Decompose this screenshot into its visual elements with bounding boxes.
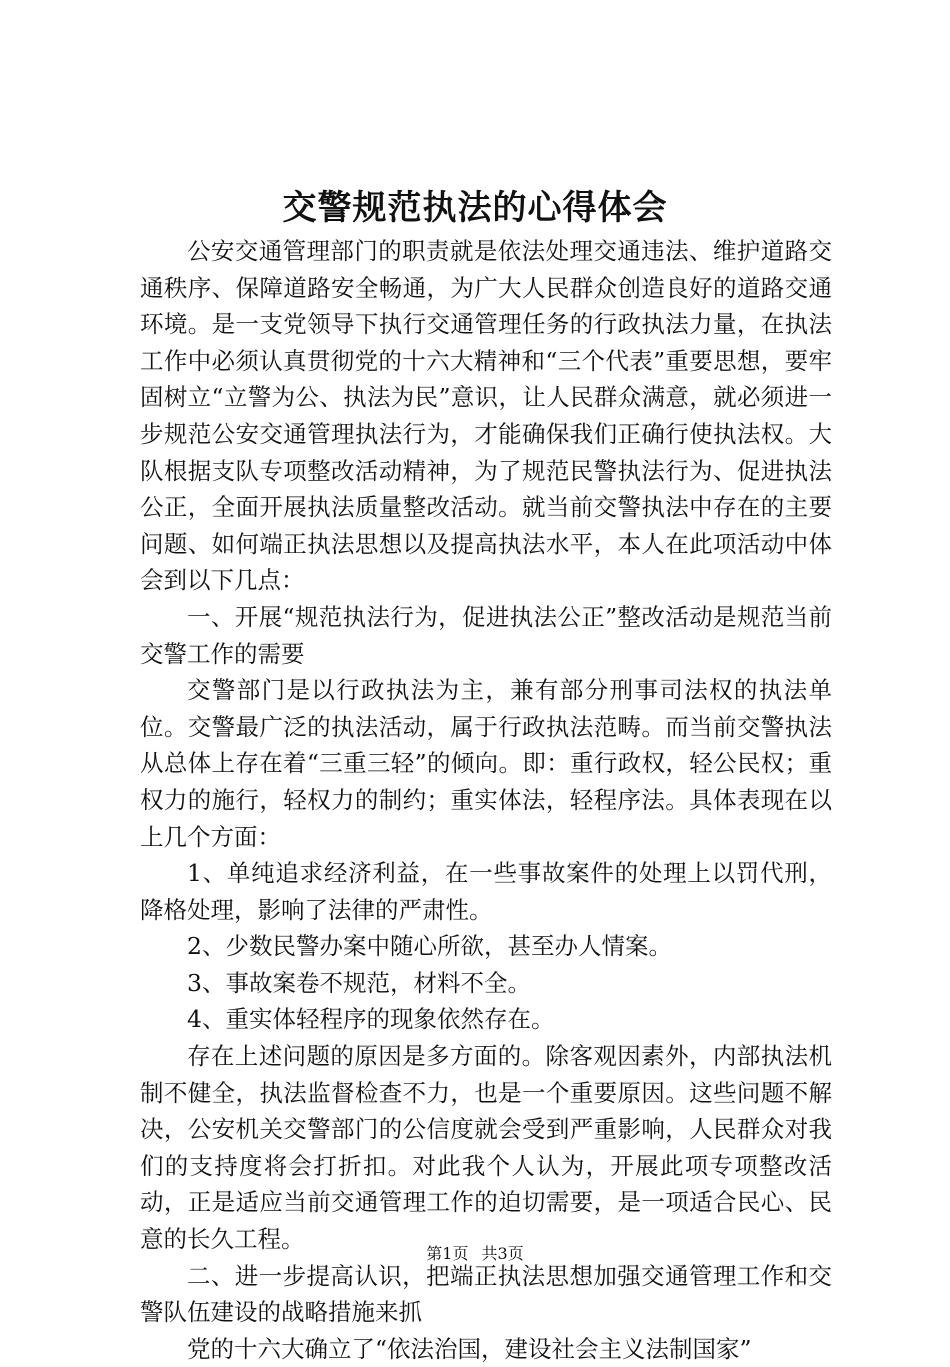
page-number: 第1页: [426, 1244, 469, 1263]
paragraph-section-1: 交警部门是以行政执法为主，兼有部分刑事司法权的执法单位。交警最广泛的执法活动，属于行政执法范畴。而当前交警执法从总体上存在着“三重三轻”的倾向。即：重行政权，轻公民权；重权力的施行，轻权力的制约；重实体法，轻程序法。具体表现在以上几个方面：: [140, 676, 832, 851]
page-footer: [0, 1242, 950, 1266]
page-total: 共3页: [481, 1244, 524, 1263]
list-item-2: 2、少数民警办案中随心所欲，甚至办人情案。: [187, 932, 672, 961]
list-item-4: 4、重实体轻程序的现象依然存在。: [187, 1005, 555, 1034]
document-title: 交警规范执法的心得体会: [282, 188, 668, 228]
document-body: [140, 233, 832, 1367]
list-item-1: 1、单纯追求经济利益，在一些事故案件的处理上以罚代刑，降格处理，影响了法律的严肃性。: [140, 859, 832, 924]
paragraph-causes: 存在上述问题的原因是多方面的。除客观因素外，内部执法机制不健全，执法监督检查不力，也是一个重要原因。这些问题不解决，公安机关交警部门的公信度就会受到严重影响，人民群众对我们的支持度将会打折扣。对此我个人认为，开展此项专项整改活动，正是适应当前交通管理工作的迫切需要，是一项适合民心、民意的长久工程。: [140, 1042, 832, 1254]
paragraph-intro: 公安交通管理部门的职责就是依法处理交通违法、维护道路交通秩序、保障道路安全畅通，为广大人民群众创造良好的道路交通环境。是一支党领导下执行交通管理任务的行政执法力量，在执法工作中必须认真贯彻党的十六大精神和“三个代表”重要思想，要牢固树立“立警为公、执法为民”意识，让人民群众满意，就必须进一步规范公安交通管理执法行为，才能确保我们正确行使执法权。大队根据支队专项整改活动精神，为了规范民警执法行为、促进执法公正，全面开展执法质量整改活动。就当前交警执法中存在的主要问题、如何端正执法思想以及提高执法水平，本人在此项活动中体会到以下几点：: [140, 237, 832, 595]
paragraph-section-2: 党的十六大确立了“依法治国，建设社会主义法制国家”: [187, 1334, 752, 1363]
list-item-3: 3、事故案卷不规范，材料不全。: [187, 968, 531, 997]
section-heading-1: 一、开展“规范执法行为，促进执法公正”整改活动是规范当前交警工作的需要: [140, 602, 832, 668]
section-heading-2: 二、进一步提高认识，把端正执法思想加强交通管理工作和交警队伍建设的战略措施来抓: [140, 1261, 832, 1327]
